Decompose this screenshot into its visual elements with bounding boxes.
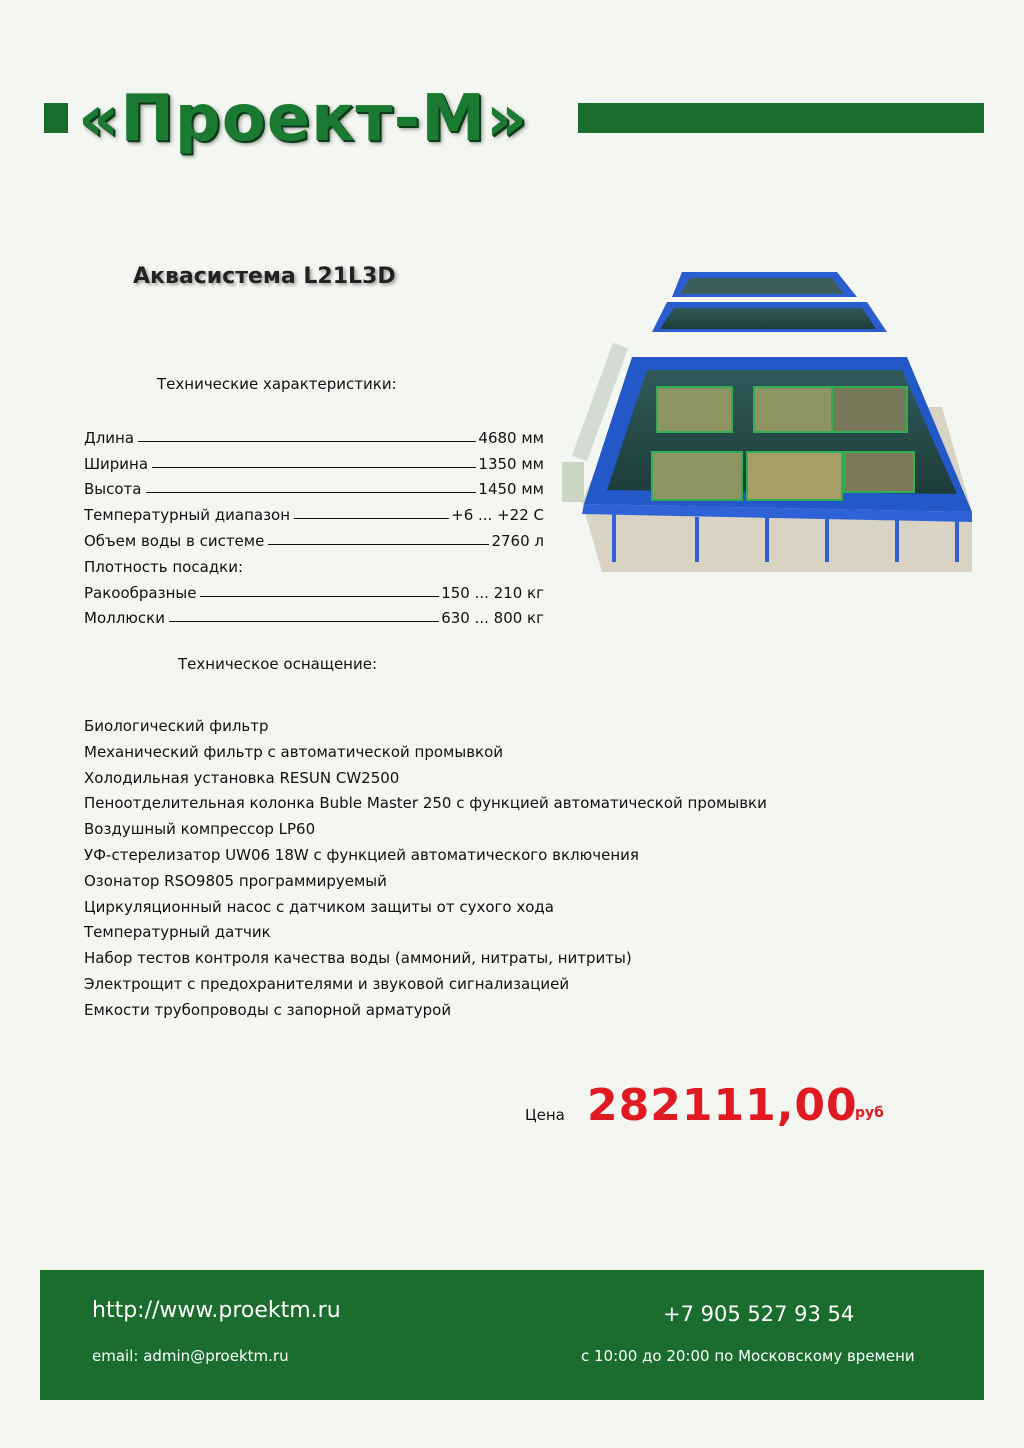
equipment-item: Электрощит с предохранителями и звуковой сигнализацией bbox=[84, 974, 570, 993]
spec-row bbox=[84, 421, 544, 447]
spec-row bbox=[84, 602, 544, 628]
phone-number[interactable]: +7 905 527 93 54 bbox=[663, 1302, 855, 1326]
equipment-item: Механический фильтр с автоматической промывкой bbox=[84, 742, 504, 761]
spec-label: Моллюски bbox=[84, 609, 165, 628]
spec-value: 4680 мм bbox=[478, 428, 544, 447]
spec-row bbox=[84, 550, 544, 576]
spec-row bbox=[84, 498, 544, 524]
equipment-list bbox=[84, 714, 767, 1024]
price-block bbox=[525, 1080, 905, 1140]
equipment-item: Озонатор RSO9805 программируемый bbox=[84, 871, 387, 890]
equipment-item: Температурный датчик bbox=[84, 923, 271, 942]
spec-value: 1450 мм bbox=[478, 480, 544, 499]
spec-leader-line bbox=[200, 595, 439, 597]
aquaculture-tanks-photo bbox=[562, 272, 985, 580]
spec-value: 150 ... 210 кг bbox=[441, 583, 544, 602]
company-logo: «Проект-М» bbox=[78, 82, 529, 156]
spec-label: Объем воды в системе bbox=[84, 531, 265, 550]
spec-label: Ширина bbox=[84, 454, 149, 473]
spec-row bbox=[84, 447, 544, 473]
spec-label: Длина bbox=[84, 428, 135, 447]
spec-row bbox=[84, 473, 544, 499]
equipment-item: Воздушный компрессор LP60 bbox=[84, 820, 316, 839]
equipment-item: Циркуляционный насос с датчиком защиты от сухого хода bbox=[84, 897, 554, 916]
spec-value: 1350 мм bbox=[478, 454, 544, 473]
specs-heading: Технические характеристики: bbox=[157, 375, 397, 393]
specs-table bbox=[84, 421, 544, 627]
header-banner bbox=[0, 82, 1024, 156]
spec-leader-line bbox=[268, 543, 489, 545]
spec-label: Ракообразные bbox=[84, 583, 197, 602]
spec-label: Высота bbox=[84, 480, 142, 499]
equipment-item: Биологический фильтр bbox=[84, 717, 269, 735]
price-value: 282111,00 bbox=[587, 1080, 858, 1131]
spec-leader-line bbox=[169, 620, 439, 622]
header-bar-right bbox=[578, 103, 984, 133]
equipment-heading: Техническое оснащение: bbox=[178, 655, 378, 673]
spec-row bbox=[84, 524, 544, 550]
spec-label: Температурный диапазон bbox=[84, 506, 291, 525]
header-bar-left bbox=[44, 103, 68, 133]
price-label: Цена bbox=[525, 1106, 565, 1124]
product-title: Аквасистема L21L3D bbox=[133, 264, 396, 289]
price-unit: руб bbox=[855, 1105, 884, 1121]
spec-leader-line bbox=[294, 517, 449, 519]
spec-value: 2760 л bbox=[491, 531, 544, 550]
working-hours: с 10:00 до 20:00 по Московскому времени bbox=[581, 1347, 915, 1365]
equipment-item: Пеноотделительная колонка Buble Master 250 с функцией автоматической промывки bbox=[84, 794, 767, 813]
equipment-item: УФ-стерелизатор UW06 18W с функцией автоматического включения bbox=[84, 845, 639, 864]
footer bbox=[40, 1270, 984, 1400]
spec-value: +6 ... +22 С bbox=[451, 506, 544, 525]
spec-leader-line bbox=[138, 440, 476, 442]
equipment-item: Холодильная установка RESUN CW2500 bbox=[84, 768, 400, 787]
spec-label: Плотность посадки: bbox=[84, 557, 244, 576]
equipment-item: Емкости трубопроводы с запорной арматурой bbox=[84, 1000, 452, 1019]
spec-row bbox=[84, 576, 544, 602]
spec-leader-line bbox=[146, 491, 477, 493]
spec-value: 630 ... 800 кг bbox=[441, 609, 544, 628]
email-contact[interactable]: email: admin@proektm.ru bbox=[92, 1347, 289, 1365]
equipment-item: Набор тестов контроля качества воды (аммоний, нитраты, нитриты) bbox=[84, 949, 632, 968]
website-link[interactable]: http://www.proektm.ru bbox=[92, 1298, 341, 1323]
spec-leader-line bbox=[152, 466, 476, 468]
